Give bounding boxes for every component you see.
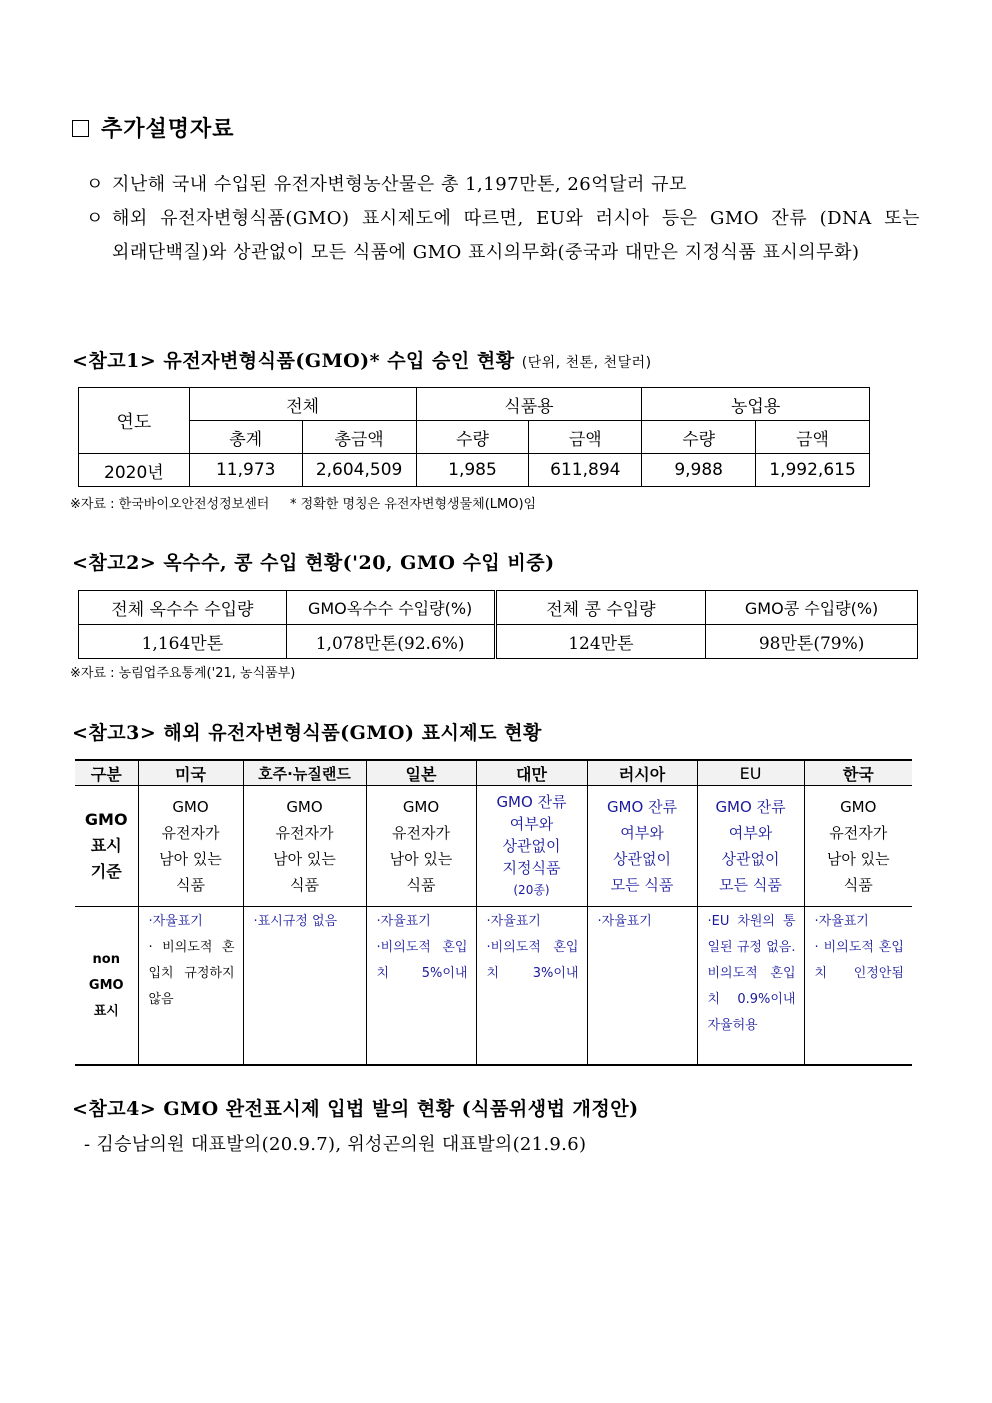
cell-item: ·EU 차원의 통일된 규정 없음. 비의도적 혼입치 0.9%이내 자율허용 (707, 914, 796, 1033)
sub-header: 금액 (529, 421, 642, 454)
cell-line: 남아 있는 (273, 850, 336, 868)
ref4-title: <참고4> GMO 완전표시제 입법 발의 현황 (식품위생법 개정안) (72, 1098, 639, 1120)
header-cell: 러시아 (587, 760, 697, 786)
cell-line: GMO 잔류 (606, 798, 678, 816)
row-label (75, 786, 138, 907)
cell-value: 1,078만톤(92.6%) (286, 625, 495, 659)
cell-line: GMO 잔류 (496, 793, 567, 811)
sub-header: 금액 (756, 421, 870, 454)
header-cell: EU (697, 760, 804, 786)
header-cell: 한국 (804, 760, 912, 786)
cell-item: ·자율표기 (486, 914, 541, 929)
cell-line: GMO 잔류 (715, 798, 786, 816)
cell-line: (20종) (513, 883, 550, 897)
row-label-line: 기준 (90, 862, 122, 881)
criteria-cell (366, 786, 476, 907)
cell-line: 남아 있는 (826, 850, 890, 868)
ref1-title (72, 346, 652, 373)
header-cell: 일본 (366, 760, 476, 786)
non-gmo-cell (697, 907, 804, 1066)
header-cell: GMO옥수수 수입량(%) (286, 591, 495, 625)
criteria-cell (804, 786, 912, 907)
cell-item: ·표시규정 없음 (253, 914, 338, 929)
cell-line: 지정식품 (502, 859, 561, 877)
non-gmo-cell (366, 907, 476, 1066)
row-label-line: GMO (84, 810, 128, 829)
heading-title: 추가설명자료 (101, 117, 235, 142)
bullet-marker: ㅇ (86, 208, 104, 229)
ref2-title: <참고2> 옥수수, 콩 수입 현황('20, GMO 수입 비중) (72, 552, 555, 574)
ref1-source-note: ※자료 : 한국바이오안전성정보센터 * 정확한 명칭은 유전자변형생물체(LMO)임 (70, 497, 537, 512)
row-label-line: 표시 (90, 836, 122, 855)
cell-value: 9,988 (642, 454, 756, 487)
header-cell: 대만 (476, 760, 587, 786)
cell-line: 유전자가 (829, 824, 888, 842)
non-gmo-cell (243, 907, 366, 1066)
sub-header: 총계 (189, 421, 302, 454)
cell-line: 유전자가 (161, 824, 220, 842)
cell-line: 식품 (290, 876, 319, 894)
cell-line: 상관없이 (613, 850, 671, 868)
bullet-text: 해외 유전자변형식품(GMO) 표시제도에 따르면, EU와 러시아 등은 GMO 잔류 (DNA 또는 외래단백질)와 상관없이 모든 식품에 GMO 표시의무화(중국과 대만은 지정식품 표시의무화) (112, 208, 920, 263)
cell-value: 611,894 (529, 454, 642, 487)
row-label-line: GMO (88, 977, 124, 993)
gmo-import-approval-table (78, 387, 870, 487)
criteria-cell (476, 786, 587, 907)
cell-item: ·자율표기 (376, 914, 431, 929)
cell-line: GMO (172, 798, 209, 816)
ref3-title: <참고3> 해외 유전자변형식품(GMO) 표시제도 현황 (72, 722, 542, 744)
cell-line: 식품 (406, 876, 436, 894)
cell-item: · 비의도적 혼입치 규정하지 않음 (148, 940, 235, 1007)
header-cell: 전체 옥수수 수입량 (79, 591, 287, 625)
cell-item: ·비의도적 혼입치 5%이내 (376, 940, 468, 981)
group-header: 전체 (189, 388, 416, 421)
header-cell: GMO콩 수입량(%) (706, 591, 918, 625)
cell-item: ·자율표기 (597, 914, 652, 929)
cell-value: 2,604,509 (302, 454, 416, 487)
cell-line: 유전자가 (392, 824, 450, 842)
ref1-unit: (단위, 천톤, 천달러) (521, 355, 652, 371)
square-icon (72, 120, 89, 137)
header-year: 연도 (79, 388, 190, 454)
sub-header: 수량 (642, 421, 756, 454)
cell-value: 124만톤 (495, 625, 706, 659)
sub-header: 수량 (416, 421, 529, 454)
table-row (79, 625, 918, 659)
cell-line: 여부와 (728, 824, 773, 842)
cell-item: ·자율표기 (814, 914, 869, 929)
non-gmo-cell (587, 907, 697, 1066)
corn-soy-import-table (78, 590, 918, 659)
gmo-labeling-table (75, 759, 912, 1066)
cell-line: 남아 있는 (389, 850, 453, 868)
non-gmo-row (75, 907, 912, 1066)
cell-year: 2020년 (79, 454, 190, 487)
group-header: 식품용 (416, 388, 642, 421)
bullet-text: 지난해 국내 수입된 유전자변형농산물은 총 1,197만톤, 26억달러 규모 (112, 174, 687, 195)
cell-line: GMO (286, 798, 323, 816)
cell-line: 여부와 (620, 824, 664, 842)
criteria-cell (587, 786, 697, 907)
cell-value: 1,985 (416, 454, 529, 487)
cell-line: 유전자가 (275, 824, 334, 842)
cell-item: ·자율표기 (148, 914, 203, 929)
header-cell: 전체 콩 수입량 (495, 591, 706, 625)
cell-item: · 비의도적 혼입치 인정안됨 (814, 940, 904, 981)
row-label-line: non (92, 951, 120, 967)
group-header: 농업용 (642, 388, 870, 421)
cell-value: 98만톤(79%) (706, 625, 918, 659)
cell-line: GMO (840, 798, 877, 816)
header-cell: 구분 (75, 760, 138, 786)
section-heading (72, 112, 235, 143)
criteria-row (75, 786, 912, 907)
cell-line: 남아 있는 (159, 850, 222, 868)
cell-line: 식품 (176, 876, 205, 894)
header-cell: 호주·뉴질랜드 (243, 760, 366, 786)
bullet-marker: ㅇ (86, 174, 104, 195)
cell-line: 여부와 (509, 815, 554, 833)
ref2-source-note: ※자료 : 농림업주요통계('21, 농식품부) (70, 666, 296, 681)
cell-line: 상관없이 (502, 837, 561, 855)
criteria-cell (697, 786, 804, 907)
sub-header: 총금액 (302, 421, 416, 454)
ref4-item: - 김승남의원 대표발의(20.9.7), 위성곤의원 대표발의(21.9.6) (84, 1134, 587, 1155)
cell-line: GMO (402, 798, 440, 816)
header-cell: 미국 (138, 760, 243, 786)
cell-item: ·비의도적 혼입치 3%이내 (486, 940, 579, 981)
cell-line: 모든 식품 (610, 876, 674, 894)
cell-value: 11,973 (189, 454, 302, 487)
criteria-cell (243, 786, 366, 907)
cell-value: 1,992,615 (756, 454, 870, 487)
ref1-title-text: <참고1> 유전자변형식품(GMO)* 수입 승인 현황 (72, 350, 515, 372)
bullet-item (86, 168, 926, 202)
cell-line: 상관없이 (721, 850, 780, 868)
non-gmo-cell (138, 907, 243, 1066)
cell-line: 모든 식품 (719, 876, 782, 894)
cell-value: 1,164만톤 (79, 625, 287, 659)
non-gmo-cell (804, 907, 912, 1066)
cell-line: 식품 (843, 876, 873, 894)
non-gmo-cell (476, 907, 587, 1066)
table-row (79, 454, 870, 487)
criteria-cell (138, 786, 243, 907)
row-label (75, 907, 138, 1066)
row-label-line: 표시 (93, 1003, 119, 1019)
bullet-item (86, 202, 926, 270)
